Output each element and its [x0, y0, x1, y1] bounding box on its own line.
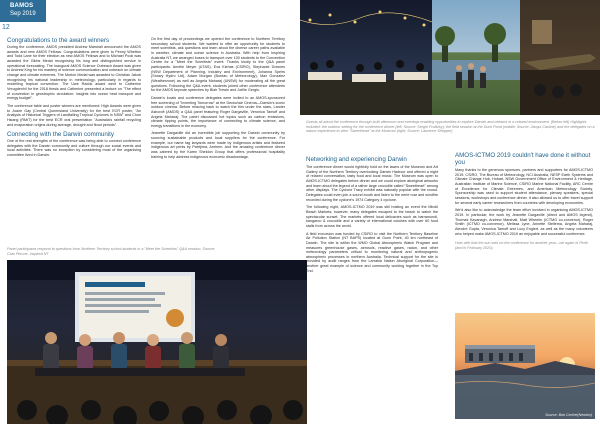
right-column [306, 156, 438, 273]
paragraph-students: On the first day of proceedings we opened the conference to Northern Territory secondary school students. We wanted to offer an opportunity for students to meet scientists, ask questions and learn about the diverse career paths available in weather, climate and ocean science in Australia. With help from Inspiring Australia NT, we arranged buses to transport over 100 students to the Convention Centre for a "Meet the Scientists" event. Thanks kindly to the Q&A panel participants: Amelie Meyer (UTAS), Eva Kiehas (CSIRO), Stephanie Downes (NSW Department of Planning, Industry and Environment), Johanna Speirs (Snowy Hydro Ltd), Adam Morgan (Bureau of Meteorology), Max Gonzalez (Weatherzone) as well as Angela Maharaj (UNSW) for moderating all the great questions. Following the Q&A event, students joined other conference attendees for the AMOS keynote speeches by Blair Trewin and Joëlle Gergis. [151, 37, 285, 93]
museum-illustration [520, 0, 600, 115]
sunset-harbour-photo [455, 313, 595, 419]
heading-thanks: AMOS-ICTMO 2019 couldn't have done it without you [455, 152, 591, 166]
paragraph-dinner: The conference dinner would rightfully hold on the lawns of the Museum and Art Gallery of the Northern Territory overlooking Darwin Harbour and offered a night of relaxed conversation, tasty food and local music. The Museum was open to AMOS-ICTMO delegates before dinner and we could explore aboriginal artworks and learn about the legend of a rather large crocodile called "Sweetheart" among other displays. The Cyclone Tracy exhibit was naturally popular with the crowd. Delegates could even join a sound booth and listen to the eerie roar and windfire recorded during the cyclone's 1974 Category 4 cyclone. [306, 165, 438, 202]
panel-session-illustration [7, 260, 307, 424]
conference-dinner-photo [300, 0, 432, 115]
paragraph-sustainable: Jeanette Dargaville did an incredible job supporting the Darwin community by sourcing sustainable products and local suppliers for the conference. For example, our name tag lanyards were made by Indigenous artists and featured indigenous art prints by Parrtjima, Arnhem. And the amazing conference dinner was catered by the Karen Sheldon Group that offers professional hospitality training to help address indigenous economic disadvantage. [151, 131, 285, 159]
middle-column [151, 37, 285, 159]
magazine-issue: Sep 2019 [10, 11, 36, 17]
magazine-header-badge [0, 0, 46, 22]
top-photo-caption: Guests sit about the conference through both afternoon and evenings enabling opportunities to explore Darwin and network in a relaxed environment. (Below left) Highlights included: the outdoor setting for the conference dinner (left; Source: Sergei Frolitzky); the field session at the Duck Pond (middle; Source: Jacqui Castine) and the delegates on a nature experience to view "Sweetheart" at the Museum (right; Source: Laurence Shepper) [306, 120, 595, 134]
paragraph-sponsors: Many thanks to the generous sponsors, partners and supporters for AMOS-ICTMO 2019: CSIRO, The Bureau of Meteorology, NCI Australia, NESP Earth Systems and Climate Change Hub, Hobart, NSW Government Office of Environment & Heritage, Australian Institute of Marine Science, CSIRO Marine National Facility, ARC Centre of Excellence for Climate Extremes, and American Meteorology Society. Sponsorship was used to support student attendance, plenary speakers, special sessions, workshops and conference dinner. It also allowed us to offer travel support for several early career researchers from countries with developing economies. [455, 168, 593, 205]
field-session-photo [432, 0, 520, 115]
left-column [7, 37, 141, 158]
page-number: 12 [2, 24, 10, 31]
paragraph-acknowledgements: We'd also like to acknowledge the team effort involved in organising AMOS-ICTMO 2019. In particular, the work by Jeanette Dargaville (direct and AMOS legend), Thomas Kavanagh, Andrew Marshall, Matt Wheeler (ICTMO co-convenor), Roger Smith (ICTMO co-convenor), Melissa Lyne, Annette Stellema, Angela Maharaj, Alexdre Gupta, Veronica Tamoff and Lucy Englert, as well as the many volunteers who helped make AMOS-ICTMO 2019 an enjoyable and successful conference. [455, 208, 593, 236]
paragraph-markets: The following night, AMOS-ICTMO 2019 was still hosting an event the Mindil Beach Markets; however, many delegates escaped to the beach to watch the spectacular sunset. The markets offered local delicacies such as barramundi, kangaroo & crocodile and a variety of international cuisines with over 60 food stalls from across the world. [306, 205, 438, 228]
far-right-column [455, 152, 593, 250]
paragraph-field-excursion: A field excursion was funded by CSIRO to visit the Northern Territory Baseline Air Pollution Station (NT BAPS) located at Gunn Point, 40 km northeast of Darwin. The site is within the WMO Global Atmospheric Watch Program and measures greenhouse gases, aerosols, reactive gases, radon, and other meteorology parameters critical to monitoring natural and anthropogenic atmospheric processes in northern Australia. Technical support for the site is provided by audit ranges from the Larrakia Nation Aboriginal Corporation—another great example of science and community working together in the Top End. [306, 231, 438, 273]
paragraph-awards: During the conference, AMOS president Andrew Marshall announced the AMOS awards and new AMOS Fellows. Congratulations were given to Penny Whetton and Todd Lane for their election as new AMOS Fellows and to Michael Pook was awarded the Gibbs Medal recognising his long and distinguished service in operational forecasting. The inaugural AMOS Science Outreach Award was given to Andrew King for his mastery of science communication and outreach on climate change and climate extremes. The Morton Medal was awarded to Christian Jakob recognising his national leadership in meteorology, particularly in regards to modelling tropical convection. The Uwe Radok award went to Catherine Vreugdenhil for the 2018 thesis and Catherine presented a lecture on "The effect of convection in geostrophic circulation: insights into ocean heat transport and energy budget". [7, 45, 141, 101]
magazine-brand: BAMOS [10, 3, 34, 9]
paragraph-darwin-community: One of the real strengths of the conference was being able to connect conference delegates with the Darwin community and culture through our social events and local activities. There was no exception by considering most of the organising committee lived in Darwin. [7, 139, 141, 158]
paragraph-poster-winners: The conference table and poster winners are mentioned: High Awards were given to Joane Gay (Central Queensland University) for the best ECR poster, "An Analysis of Historical Triggers of Landfalling Tropical Cyclones in NSW" and Chun Hsiang (RMIT) for the best ECR oral presentation "Australia's rainfall recycling and evaporation origins during average, drought and flood periods". [7, 103, 141, 127]
sunset-photo-caption: Hats with that the sun sets on the conference for another year—we again in Perth (and in February 2020). [455, 241, 589, 250]
panel-photo-caption: Panel participants respond to questions from Northern Territory school students in a "Meet the Scientists" Q&A session. Source: Cato Pirrone, inspired NT [7, 247, 216, 256]
museum-crocodile-photo [520, 0, 600, 115]
heading-darwin-community: Connecting with the Darwin community [7, 131, 114, 139]
paragraph-cinema: Darwin's locals and conference delegates were invited to an AMOS-sponsored free screening of "Inventing Tomorrow" at the Deckchair Cinema—Darwin's iconic outdoor cinema. Before relaxing back to watch the film under the stars, Lander Ashcroft (AMOS) a Q&A panel featuring Roger Dargaville, Veronica Tamoff and Angela Maharaj. The panel discussed hot topics such as carbon emissions, climate tipping points, the importance of connecting to climate science, and energy transitions in the economy. [151, 95, 285, 128]
sunset-photo-source: Source: Bob Cechet(Newton) [545, 413, 592, 417]
heading-award-winners: Congratulations to the award winners [7, 37, 110, 44]
field-illustration [432, 0, 520, 115]
panel-session-photo [7, 260, 307, 424]
dinner-illustration [300, 0, 432, 115]
sunset-illustration [455, 313, 595, 419]
heading-networking: Networking and experiencing Darwin [306, 156, 407, 163]
